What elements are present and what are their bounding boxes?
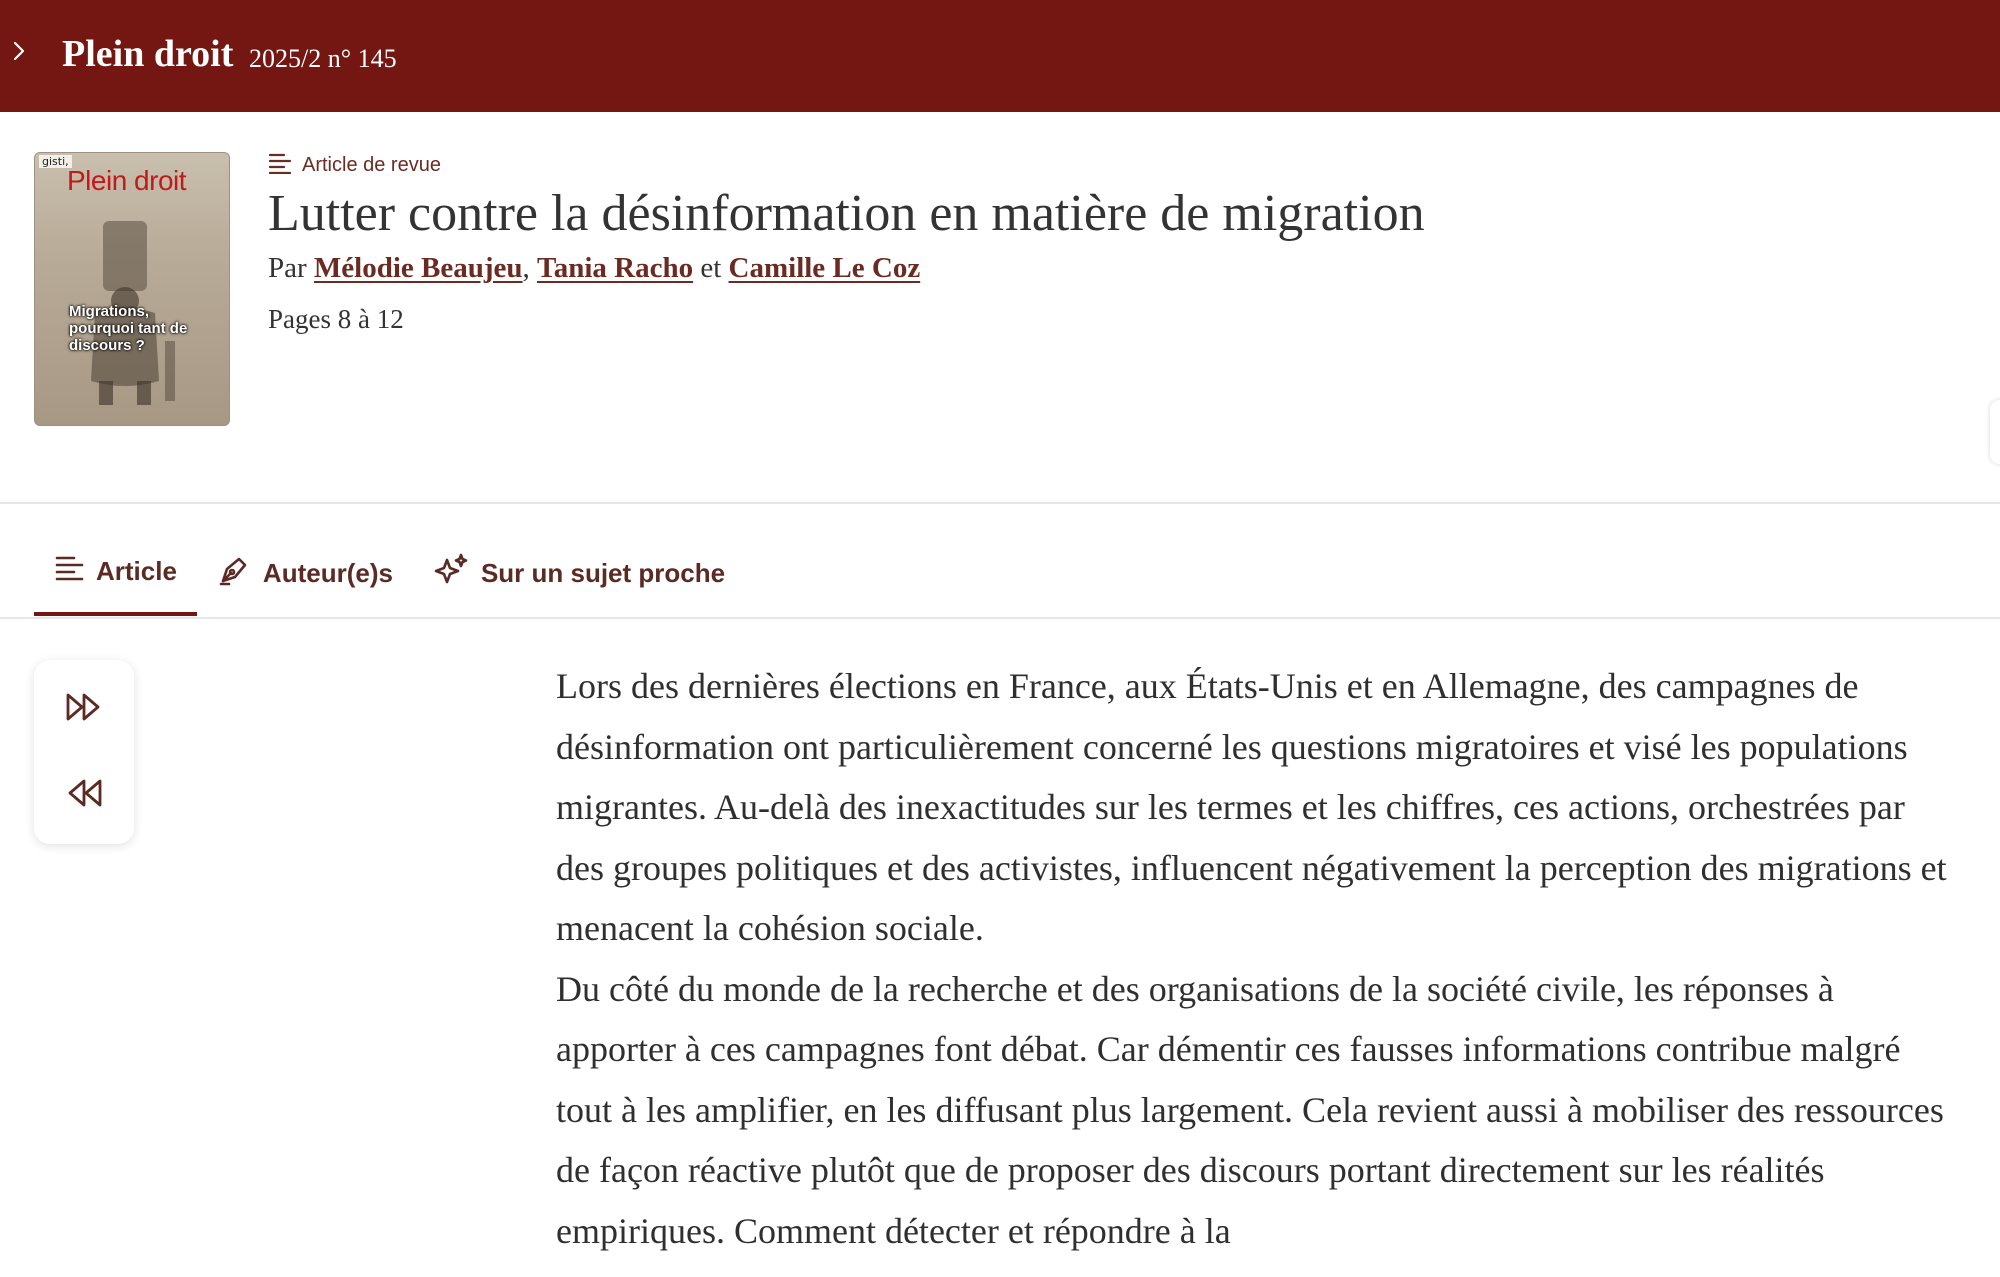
tab-bar [34,530,745,616]
tab-label: Article [96,555,177,586]
rewind-icon [64,777,104,814]
sparkles-icon [433,552,469,595]
byline-prefix: Par [268,252,307,284]
lines-icon [54,554,84,589]
author-conjunction: et [700,252,722,284]
tab-label: Sur un sujet proche [480,557,726,588]
article-title: Lutter contre la désinformation en matière de migration [268,185,1425,242]
reading-navigation [34,660,134,844]
issue-number[interactable]: 2025/2 n° 145 [249,44,397,73]
author-link[interactable]: Camille Le Coz [728,252,921,284]
article-body [556,656,1956,1261]
previous-section-button[interactable] [59,770,109,820]
article-paragraph: Du côté du monde de la recherche et des organisations de la société civile, les réponses à apporter à ces campagnes font débat. Car démentir ces fausses informations contribue malgré tout à les amplifier, en les diffusant plus largement. Cela revient aussi à mobiliser des ressources de façon réactive plutôt que de proposer des discours portant directement sur les réalités empiriques. Comment détecter et répondre à la [556,968,1944,1251]
divider [0,617,2000,619]
pen-nib-icon [217,553,251,594]
tab-article[interactable] [34,530,197,616]
cover-title: Plein droit [67,165,187,196]
divider [0,502,2000,504]
article-type [268,150,441,180]
cover-publisher: gisti, [39,155,72,168]
next-section-button[interactable] [59,684,109,734]
tab-related-topics[interactable] [413,530,745,616]
tab-authors[interactable] [197,530,413,616]
author-link[interactable]: Mélodie Beaujeu [313,252,523,284]
journal-title[interactable]: Plein droit [62,33,234,75]
cover-caption: Migrations, pourquoi tant de discours ? [69,303,188,354]
article-type-label: Article de revue [302,153,441,176]
author-link[interactable]: Tania Racho [537,252,694,284]
chevron-right-icon[interactable] [12,40,26,66]
top-bar [0,0,2000,112]
fast-forward-icon [64,691,104,728]
author-separator: , [522,252,530,284]
side-panel-handle[interactable] [1990,400,2000,464]
byline [268,250,920,286]
lines-icon [268,152,292,179]
page-range: Pages 8 à 12 [268,304,404,334]
tab-label: Auteur(e)s [262,557,393,588]
article-paragraph: Lors des dernières élections en France, aux États-Unis et en Allemagne, des campagnes de désinformation ont particulièrement concerné les questions migratoires et visé les populations migrantes. Au-delà des inexactitudes sur les termes et les chiffres, ces actions, orchestrées par des groupes politiques et des activistes, influencent négativement la perception des migrations et menacent la cohésion sociale. [556,666,1947,948]
journal-cover[interactable] [34,152,230,426]
